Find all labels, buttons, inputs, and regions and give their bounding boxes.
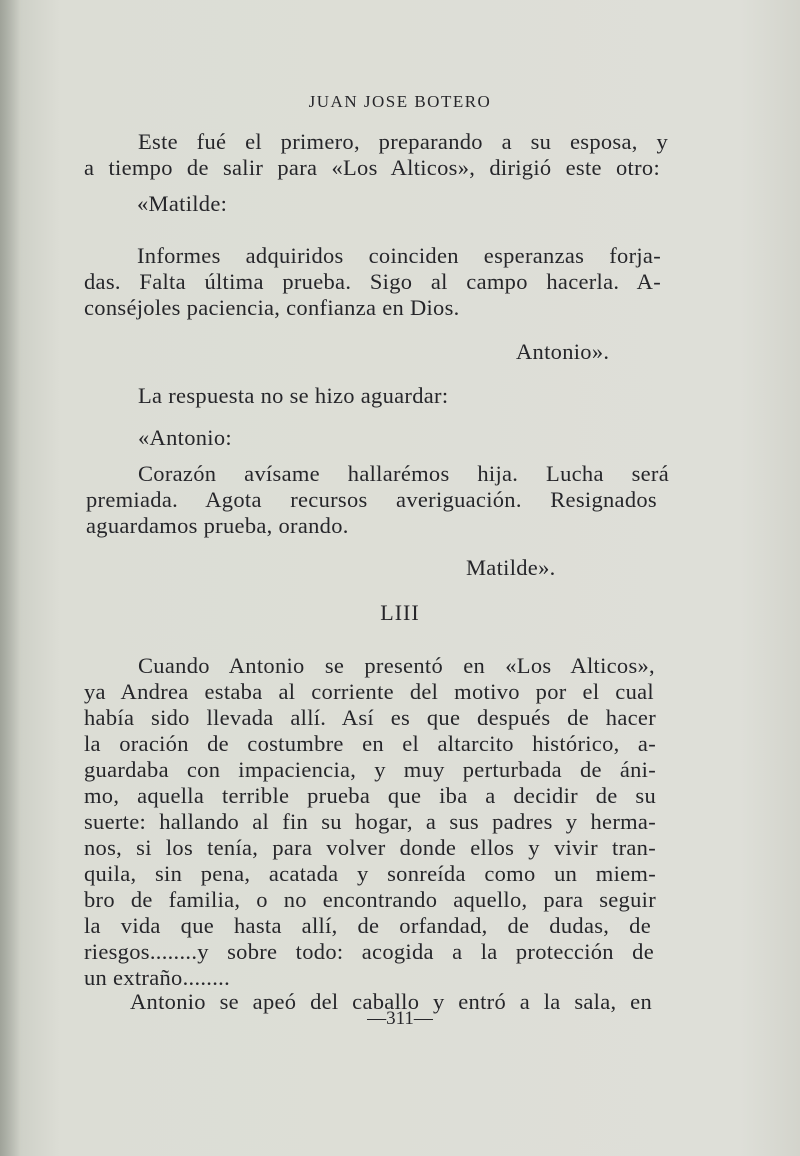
page-number: —311—: [367, 1008, 433, 1029]
text-line: quila, sin pena, acatada y sonreída como un miem-: [84, 861, 656, 886]
text-line: bro de familia, o no encontrando aquello, para seguir: [84, 887, 656, 912]
text-line: «Matilde:: [137, 191, 228, 216]
binding-shadow: [0, 0, 20, 1156]
text-line: había sido llevada allí. Así es que después de hacer: [84, 705, 656, 730]
running-header: JUAN JOSE BOTERO: [308, 92, 492, 111]
signature-line: Matilde».: [466, 555, 556, 580]
text-line: Corazón avísame hallarémos hija. Lucha será: [138, 461, 669, 486]
signature-line: Antonio».: [516, 339, 610, 364]
text-line: un extraño........: [84, 965, 230, 990]
text-line: das. Falta última prueba. Sigo al campo hacerla. A-: [84, 269, 661, 294]
text-line: «Antonio:: [138, 425, 232, 450]
text-line: La respuesta no se hizo aguardar:: [138, 383, 449, 408]
text-line: aguardamos prueba, orando.: [86, 513, 349, 538]
text-line: riesgos........y sobre todo: acogida a la protección de: [84, 939, 654, 964]
text-line: Este fué el primero, preparando a su esposa, y: [138, 129, 668, 154]
chapter-heading: LIII: [380, 600, 420, 625]
text-line: nos, si los tenía, para volver donde ellos y vivir tran-: [84, 835, 656, 860]
text-line: ya Andrea estaba al corriente del motivo por el cual: [84, 679, 654, 704]
text-line: mo, aquella terrible prueba que iba a decidir de su: [84, 783, 656, 808]
text-line: Antonio se apeó del caballo y entró a la sala, en: [130, 989, 652, 1014]
text-line: guardaba con impaciencia, y muy perturbada de áni-: [84, 757, 656, 782]
text-line: suerte: hallando al fin su hogar, a sus padres y herma-: [84, 809, 656, 834]
text-line: la vida que hasta allí, de orfandad, de dudas, de: [84, 913, 651, 938]
text-line: Cuando Antonio se presentó en «Los Alticos»,: [138, 653, 655, 678]
text-line: a tiempo de salir para «Los Alticos», dirigió este otro:: [84, 155, 660, 180]
text-line: conséjoles paciencia, confianza en Dios.: [84, 295, 460, 320]
text-line: premiada. Agota recursos averiguación. Resignados: [86, 487, 657, 512]
text-line: Informes adquiridos coinciden esperanzas forja-: [137, 243, 661, 268]
text-line: la oración de costumbre en el altarcito histórico, a-: [84, 731, 656, 756]
